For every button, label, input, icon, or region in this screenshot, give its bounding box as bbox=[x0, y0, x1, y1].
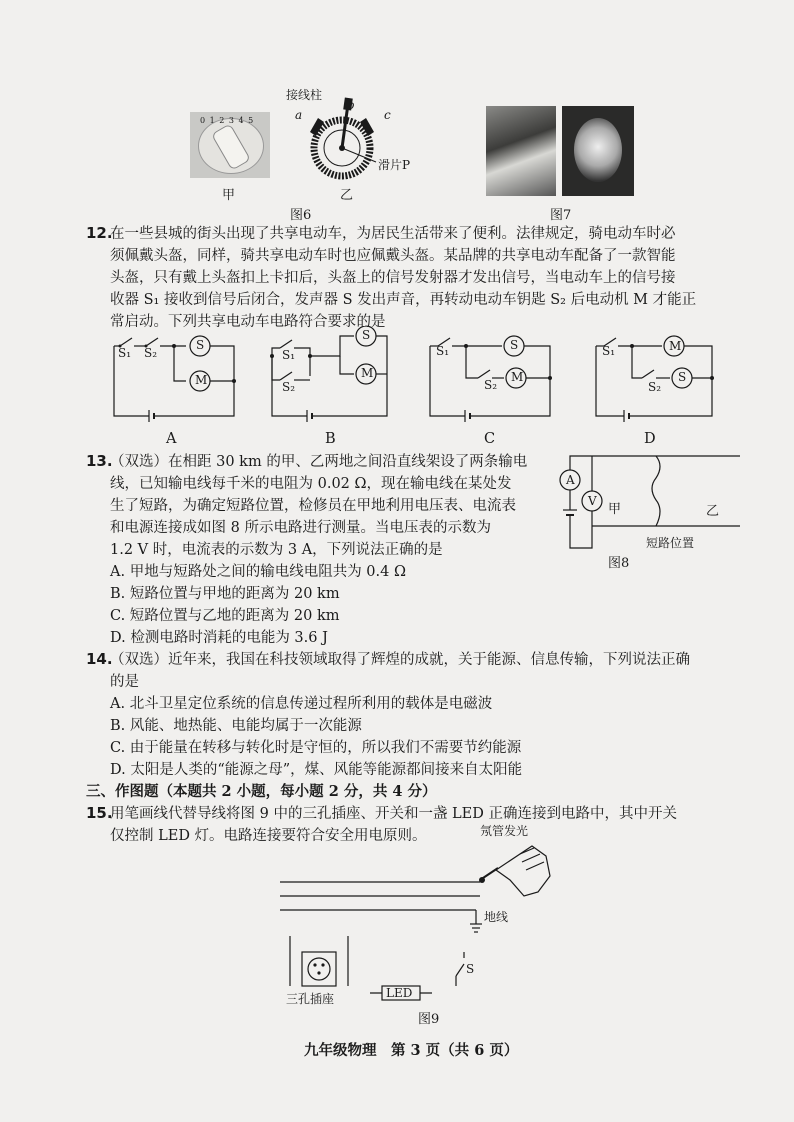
fig6-label-yi: 乙 bbox=[340, 188, 354, 203]
q12-circuit-d bbox=[586, 326, 726, 428]
q13-line-1: （双选）在相距 30 km 的甲、乙两地之间沿直线架设了两条输电 bbox=[110, 454, 528, 470]
q12-line-1: 在一些县城的街头出现了共享电动车，为居民生活带来了便利。法律规定，骑电动车时必 bbox=[110, 226, 676, 242]
fig9-ground-label: 地线 bbox=[484, 910, 509, 924]
q14-option-b: B. 风能、地热能、电能均属于一次能源 bbox=[110, 718, 362, 734]
q15-number: 15. bbox=[86, 804, 113, 822]
q12-line-3: 头盔，只有戴上头盔扣上卡扣后，头盔上的信号发射器才发出信号，当电动车上的信号接 bbox=[110, 270, 676, 286]
fig6-dial-photo bbox=[190, 112, 270, 178]
fig6-label-b: b bbox=[347, 98, 355, 112]
q12-circuit-b bbox=[262, 326, 402, 428]
fig8-voltmeter-symbol: V bbox=[588, 494, 597, 508]
q12-d-sym-s: S bbox=[678, 370, 687, 384]
fig6-label-a: a bbox=[295, 108, 303, 122]
fig6-label-slider: 滑片P bbox=[378, 158, 411, 172]
q12-c-sym-m: M bbox=[511, 370, 524, 384]
q14-line-2: 的是 bbox=[110, 674, 139, 690]
q12-line-4: 收器 S₁ 接收到信号后闭合，发声器 S 发出声音，再转动电动车钥匙 S₂ 后电动机 M 才能正 bbox=[110, 292, 697, 308]
q14-option-c: C. 由于能量在转移与转化时是守恒的，所以我们不需要节约能源 bbox=[110, 740, 522, 756]
q14-number: 14. bbox=[86, 650, 113, 668]
q12-option-d: D bbox=[644, 431, 656, 447]
fig6-dial-digits: 0 1 2 3 4 5 bbox=[200, 116, 255, 125]
q12-option-c: C bbox=[484, 431, 496, 447]
q14-option-a: A. 北斗卫星定位系统的信息传递过程所利用的载体是电磁波 bbox=[110, 696, 493, 712]
fig8-caption: 图8 bbox=[608, 556, 630, 571]
fig9-socket-label: 三孔插座 bbox=[286, 992, 335, 1006]
q12-option-b: B bbox=[325, 431, 336, 447]
q12-b-sym-m: M bbox=[361, 366, 374, 380]
fig6-label-terminal: 接线柱 bbox=[286, 88, 323, 102]
fig8-ammeter-symbol: A bbox=[566, 473, 575, 487]
q14-line-1: （双选）近年来，我国在科技领域取得了辉煌的成就，关于能源、信息传输，下列说法正确 bbox=[110, 652, 690, 668]
q12-line-2: 须佩戴头盔，同样，骑共享电动车时也应佩戴头盔。某品牌的共享电动车配备了一款智能 bbox=[110, 248, 676, 264]
fig6-label-jia: 甲 bbox=[222, 188, 236, 203]
q15-line-2: 仅控制 LED 灯。电路连接要符合安全用电原则。 bbox=[110, 828, 427, 844]
q12-b-s2: S₂ bbox=[282, 380, 296, 394]
q12-number: 12. bbox=[86, 224, 113, 242]
q13-option-b: B. 短路位置与甲地的距离为 20 km bbox=[110, 586, 340, 602]
q12-c-sym-s: S bbox=[510, 338, 519, 352]
q12-c-s1: S₁ bbox=[436, 344, 450, 358]
fig9-switch-label: S bbox=[466, 962, 475, 976]
fig7-caption: 图7 bbox=[550, 208, 572, 223]
q15-line-1: 用笔画线代替导线将图 9 中的三孔插座、开关和一盏 LED 正确连接到电路中，其中开关 bbox=[110, 806, 677, 822]
q13-option-c: C. 短路位置与乙地的距离为 20 km bbox=[110, 608, 340, 624]
section3-title: 三、作图题（本题共 2 小题，每小题 2 分，共 4 分） bbox=[86, 783, 437, 800]
fig8-short-label: 短路位置 bbox=[646, 536, 695, 550]
q12-a-s2: S₂ bbox=[144, 346, 158, 360]
q13-line-4: 和电源连接成如图 8 所示电路进行测量。当电压表的示数为 bbox=[110, 520, 491, 536]
q12-option-a: A bbox=[166, 431, 177, 447]
q12-a-sym-m: M bbox=[195, 373, 208, 387]
q13-line-5: 1.2 V 时，电流表的示数为 3 A，下列说法正确的是 bbox=[110, 542, 443, 558]
q12-b-s1: S₁ bbox=[282, 348, 296, 362]
q12-line-5: 常启动。下列共享电动车电路符合要求的是 bbox=[110, 314, 386, 330]
q13-line-2: 线，已知输电线每千米的电阻为 0.02 Ω，现在输电线在某处发 bbox=[110, 476, 512, 492]
fig9-caption: 图9 bbox=[418, 1012, 440, 1027]
q13-option-d: D. 检测电路时消耗的电能为 3.6 J bbox=[110, 630, 328, 646]
fig9-led-label: LED bbox=[386, 986, 413, 1000]
q12-a-s1: S₁ bbox=[118, 346, 132, 360]
fig6-caption: 图6 bbox=[290, 208, 312, 223]
fig9-neon-label: 氖管发光 bbox=[480, 824, 529, 838]
fig7-photo-left bbox=[486, 106, 556, 196]
q13-number: 13. bbox=[86, 452, 113, 470]
q14-option-d: D. 太阳是人类的“能源之母”，煤、风能等能源都间接来自太阳能 bbox=[110, 762, 523, 778]
q12-c-s2: S₂ bbox=[484, 378, 498, 392]
fig8-label-jia: 甲 bbox=[608, 502, 622, 517]
q12-d-sym-m: M bbox=[669, 339, 682, 353]
q12-a-sym-s: S bbox=[196, 338, 205, 352]
q12-b-sym-s: S bbox=[362, 328, 371, 342]
q12-circuit-c bbox=[420, 326, 560, 428]
page-footer: 九年级物理 第 3 页（共 6 页） bbox=[304, 1042, 519, 1059]
q13-option-a: A. 甲地与短路处之间的输电线电阻共为 0.4 Ω bbox=[110, 564, 406, 580]
q12-d-s1: S₁ bbox=[602, 344, 616, 358]
fig6-label-c: c bbox=[384, 108, 391, 122]
fig7-photo-right bbox=[562, 106, 634, 196]
q13-line-3: 生了短路，为确定短路位置，检修员在甲地利用电压表、电流表 bbox=[110, 498, 516, 514]
fig8-label-yi: 乙 bbox=[706, 504, 720, 519]
q12-circuit-a bbox=[104, 326, 244, 428]
q12-d-s2: S₂ bbox=[648, 380, 662, 394]
